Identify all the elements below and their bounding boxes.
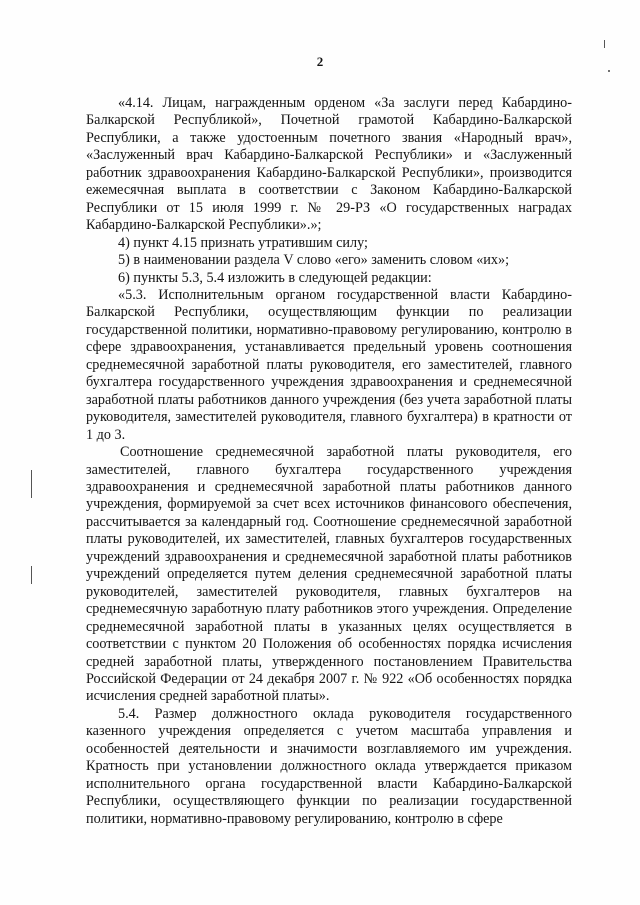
document-body bbox=[86, 95, 572, 828]
margin-tick-left bbox=[31, 470, 32, 498]
paragraph-item-6: 6) пункты 5.3, 5.4 изложить в следующей редакции: bbox=[118, 269, 432, 286]
paragraph-5-3: «5.3. Исполнительным органом государственной власти Кабардино-Балкарской Республики, осуществляющим функции по реализации государственной политики, нормативно-правовому регулированию, контролю в сфере здравоохранения, устанавливается предельный уровень соотношения среднемесячной заработной платы руководителя, его заместителей, главного бухгалтера государственного учреждения здравоохранения и среднемесячной заработной платы работников данного учреждения (без учета заработной платы руководителя, заместителей руководителя, главного бухгалтера) в кратности от 1 до 3. bbox=[86, 286, 572, 443]
margin-tick-left bbox=[31, 566, 32, 584]
margin-tick-top-right bbox=[604, 40, 605, 48]
paragraph-ratio: Соотношение среднемесячной заработной платы руководителя, его заместителей, главного бухгалтера государственного учреждения здравоохранения и среднемесячной заработной платы работников данного учреждения, формируемой за счет всех источников финансового обеспечения, рассчитывается за календарный год. Соотношение среднемесячной заработной платы руководителей, их заместителей, главных бухгалтеров государственных учреждений здравоохранения и среднемесячной заработной платы работников учреждений определяется путем деления среднемесячной заработной платы руководителей, заместителей руководителя, главных бухгалтеров на среднемесячную заработную плату работников этого учреждения. Определение среднемесячной заработной платы в указанных целях осуществляется в соответствии с пунктом 20 Положения об особенностях порядка исчисления средней заработной платы, утвержденного постановлением Правительства Российской Федерации от 24 декабря 2007 г. № 922 «Об особенностях порядка исчисления средней заработной платы». bbox=[86, 444, 572, 705]
page-number: 2 bbox=[316, 54, 324, 69]
paragraph-item-5: 5) в наименовании раздела V слово «его» заменить словом «их»; bbox=[118, 252, 510, 269]
paragraph-4-14: «4.14. Лицам, награжденным орденом «За заслуги перед Кабардино-Балкарской Республикой», Почетной грамотой Кабардино-Балкарской Республики, а также удостоенным почетного звания «Народный врач», «Заслуженный врач Кабардино-Балкарской Республики» и «Заслуженный работник здравоохранения Кабардино-Балкарской Республики», производится ежемесячная выплата в соответствии с Законом Кабардино-Балкарской Республики от 15 июля 1999 г. № 29-РЗ «О государственных наградах Кабардино-Балкарской Республики».»; bbox=[86, 95, 572, 234]
scan-speck bbox=[608, 70, 610, 72]
paragraph-5-4: 5.4. Размер должностного оклада руководителя государственного казенного учреждения определяется с учетом масштаба управления и особенностей деятельности и значимости возглавляемого им учреждения. Кратность при установлении должностного оклада утверждается приказом исполнительного органа государственной власти Кабардино-Балкарской Республики, осуществляющего функции по реализации государственной политики, нормативно-правовому регулированию, контролю в сфере bbox=[86, 705, 572, 827]
paragraph-item-4: 4) пункт 4.15 признать утратившим силу; bbox=[118, 234, 368, 251]
